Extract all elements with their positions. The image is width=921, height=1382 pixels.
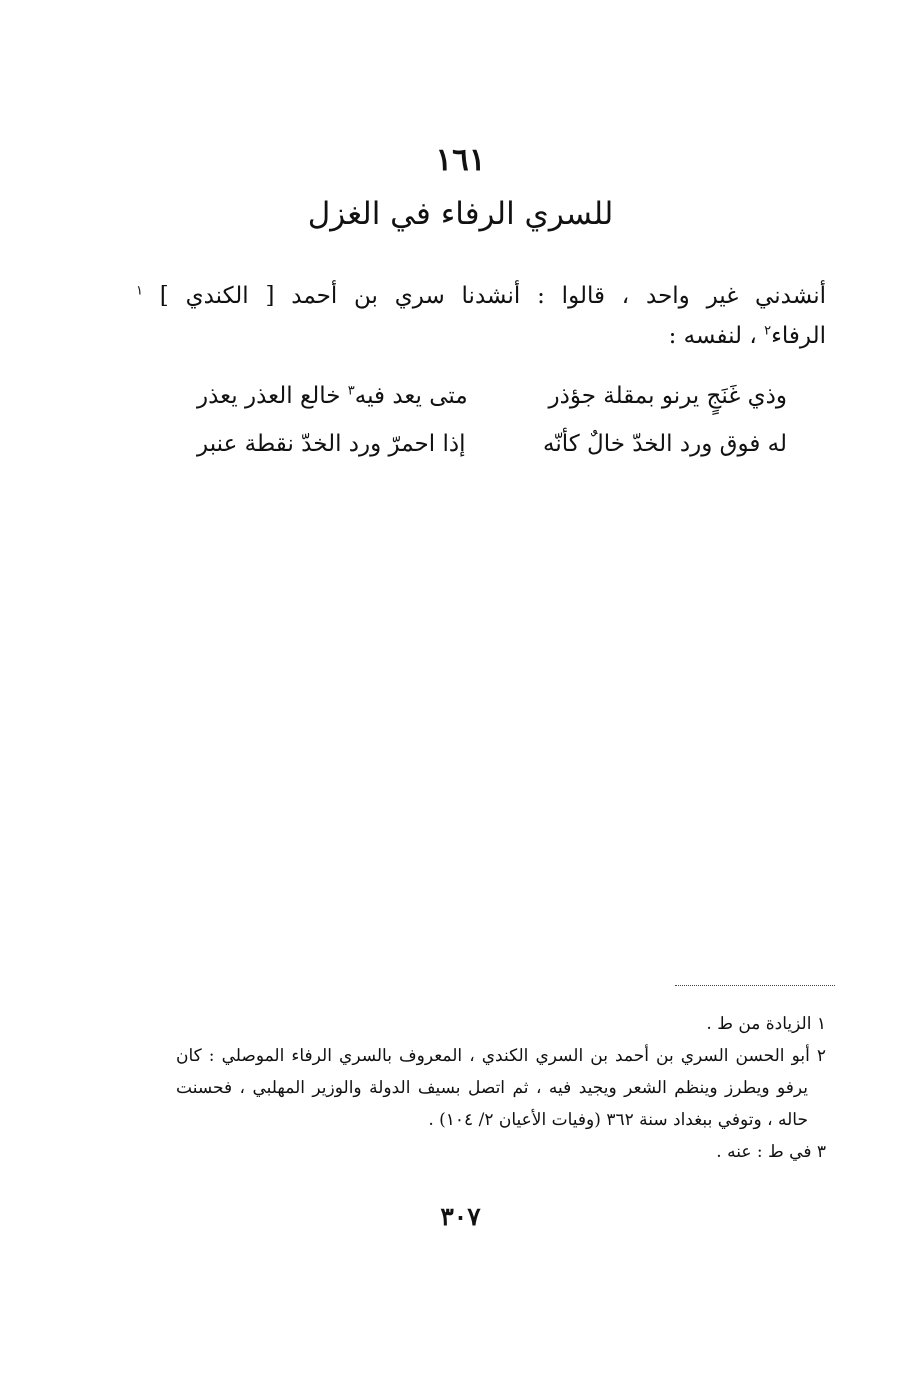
page-number: ٣٠٧ — [440, 1202, 481, 1231]
footnote-ref: ١ — [136, 283, 143, 299]
footnote-2-line: حاله ، وتوفي ببغداد سنة ٣٦٢ (وفيات الأعيان ٢/ ١٠٤) . — [428, 1110, 808, 1130]
intro-text: أنشدني غير واحد ، قالوا : أنشدنا سري بن أحمد [ الكندي ] — [159, 283, 827, 309]
footnote-2-line: ٢ أبو الحسن السري بن أحمد بن السري الكندي ، المعروف بالسري الرفاء الموصلي : كان — [176, 1046, 826, 1066]
intro-line — [136, 316, 826, 356]
footnote-2-line: يرفو ويطرز وينظم الشعر ويجيد فيه ، ثم اتصل بسيف الدولة والوزير المهلبي ، فحسنت — [176, 1078, 808, 1098]
first-hemistich: له فوق ورد الخدّ خالٌ كأنّه — [542, 431, 787, 457]
intro-line — [136, 276, 826, 316]
footnote-separator — [675, 985, 835, 986]
hemistich-text: خالع العذر يعذر — [197, 383, 348, 409]
second-hemistich — [197, 420, 465, 468]
verse — [197, 372, 787, 420]
intro-text: ، لنفسه : — [668, 323, 765, 349]
second-hemistich — [197, 372, 468, 420]
intro-paragraph — [136, 276, 826, 356]
poem-title: للسري الرفاء في الغزل — [307, 196, 614, 232]
footnote-3: ٣ في ط : عنه . — [716, 1142, 826, 1162]
hemistich-text: إذا احمرّ ورد الخدّ نقطة عنبر — [197, 431, 466, 457]
footnote-1: ١ الزيادة من ط . — [706, 1014, 826, 1034]
footnotes — [176, 1008, 826, 1168]
verse — [197, 420, 787, 468]
first-hemistich: وذي غَنَجٍ يرنو بمقلة جؤذر — [548, 383, 787, 409]
footnote-ref: ٣ — [347, 383, 355, 399]
intro-text: الرفاء — [771, 323, 826, 349]
poem-number: ١٦١ — [435, 142, 486, 178]
hemistich-text: متى يعد فيه — [354, 383, 468, 409]
footnote-ref: ٢ — [764, 323, 772, 339]
verses — [197, 372, 787, 468]
